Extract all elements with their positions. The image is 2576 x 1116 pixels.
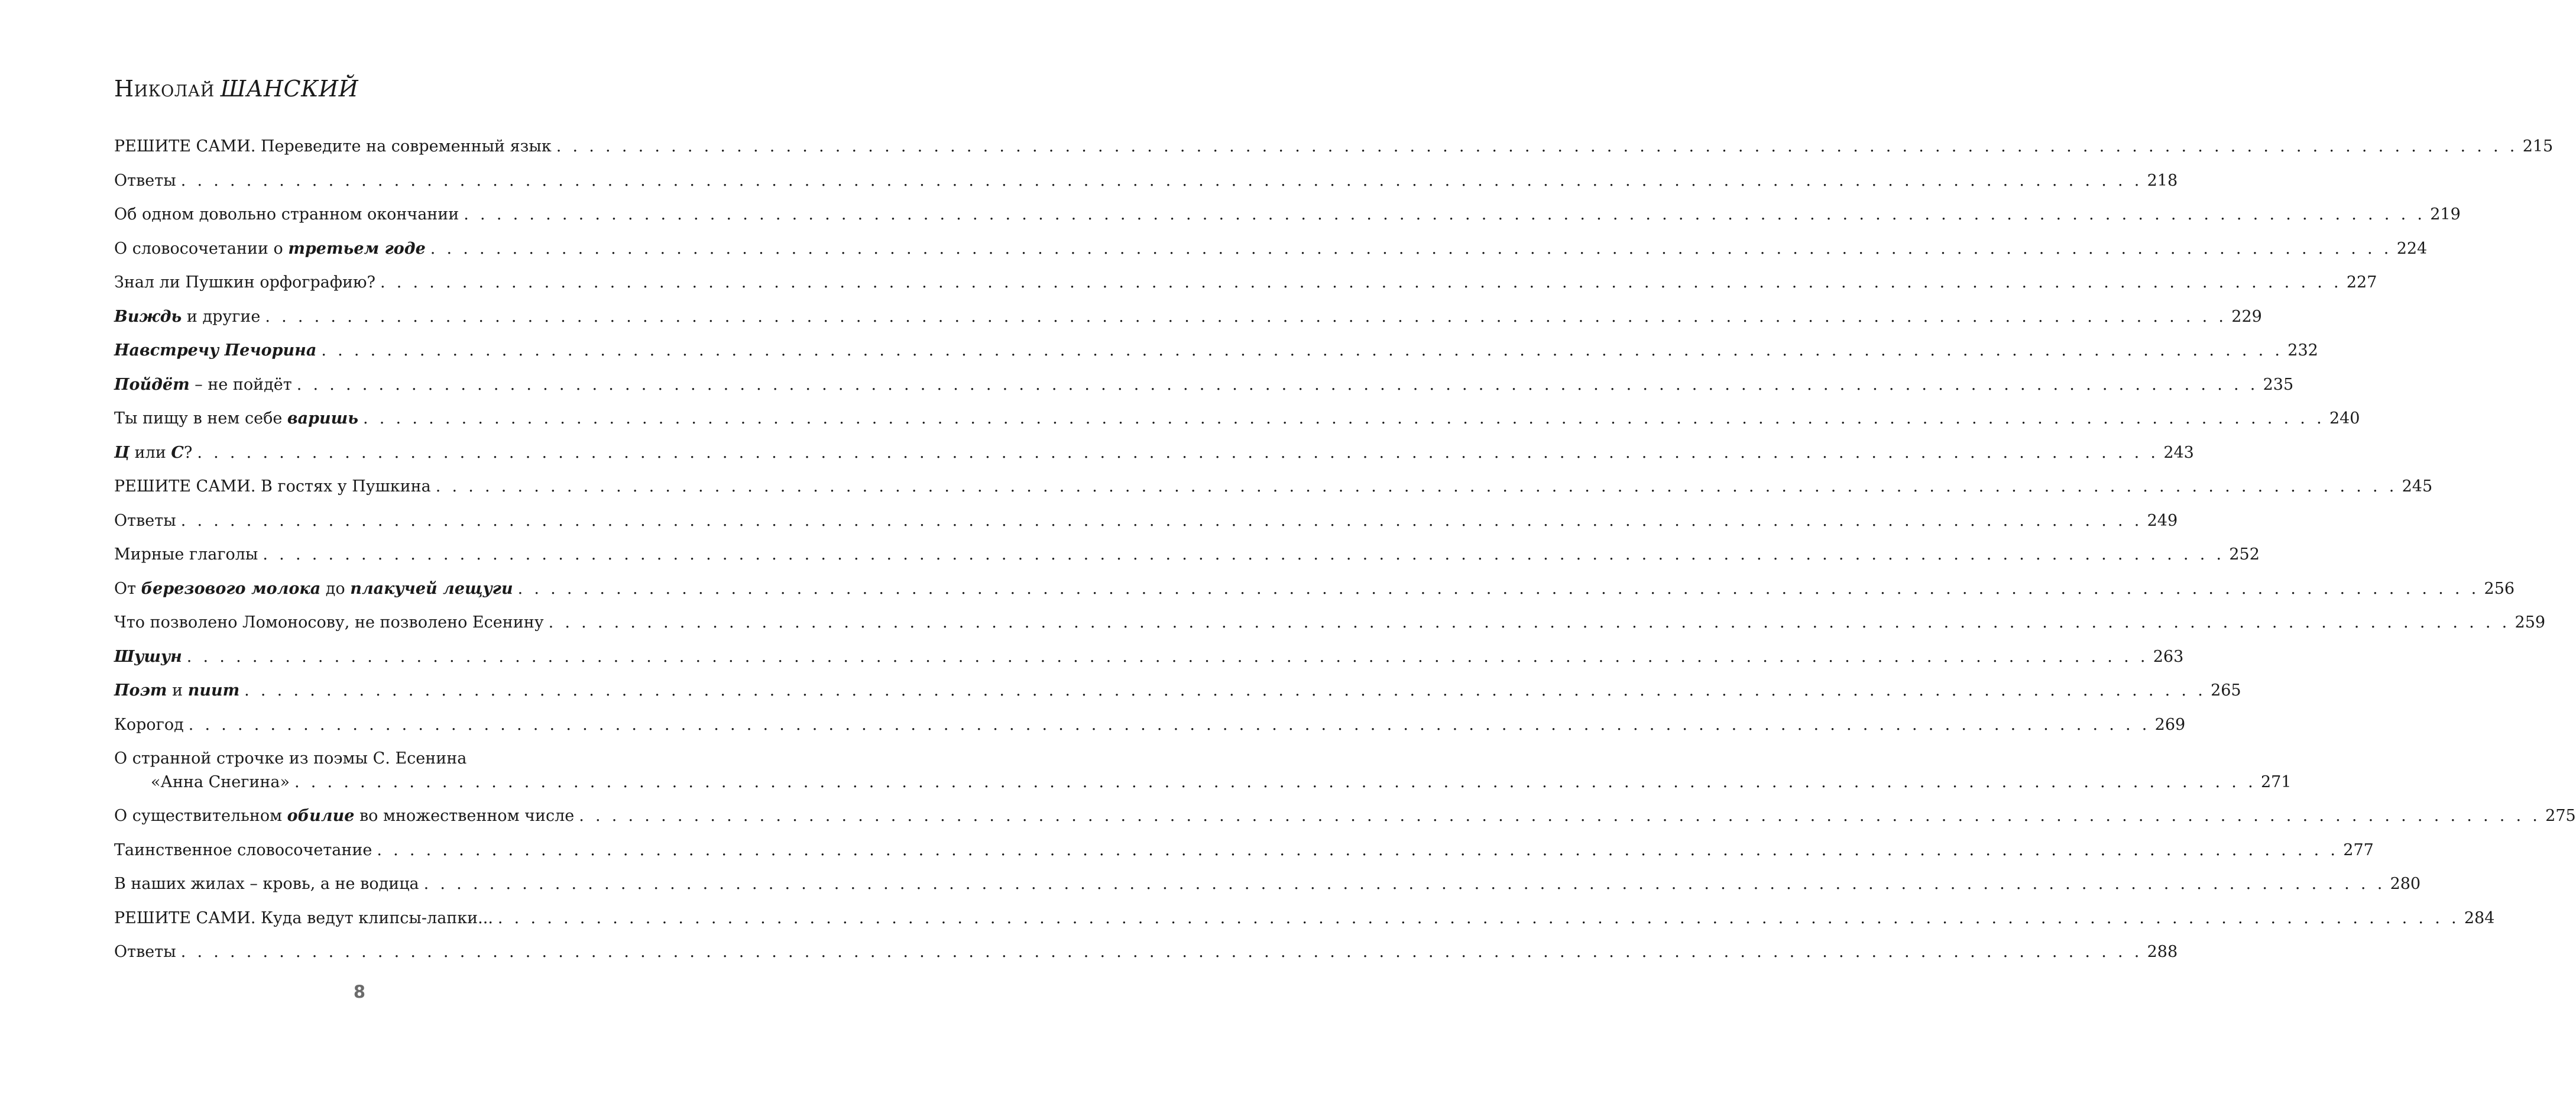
page-number: 8 (353, 982, 366, 1002)
emphasized-term: С (171, 443, 184, 462)
toc-entry-title (114, 237, 426, 261)
dot-leader: . . . . . . . . . . . . . . . . . . . . . . . . . . . . . . . . . . . . . . . . . . . . . . . . . . . . . . . . . . . . . . . . . . . . . . . . . . . . . . . . . . . . . . . . . . . . . . . . . . . . . . . . . . . . . . . . . . . . . . . . (464, 205, 2426, 224)
toc-page-number: 218 (2147, 171, 2178, 190)
toc-entry[interactable] (114, 305, 2262, 339)
toc-entry[interactable] (114, 747, 2292, 804)
title-text: Таинственное словосочетание (114, 840, 372, 859)
emphasized-term: обилие (287, 807, 355, 825)
toc-entry[interactable] (114, 135, 2554, 169)
toc-page-number: 280 (2390, 875, 2421, 893)
toc-entry-title (114, 135, 552, 158)
toc-page-number: 265 (2211, 681, 2241, 700)
toc-entry-title-continued (151, 771, 290, 794)
emphasized-term: Шушун (114, 647, 182, 666)
toc-page-number: 240 (2329, 409, 2360, 428)
toc-page-number: 259 (2515, 613, 2546, 632)
toc-entry-title (114, 373, 292, 397)
title-text: Ответы (114, 943, 176, 961)
title-text: и другие (182, 307, 261, 326)
dot-leader: . . . . . . . . . . . . . . . . . . . . . . . . . . . . . . . . . . . . . . . . . . . . . . . . . . . . . . . . . . . . . . . . . . . . . . . . . . . . . . . . . . . . . . . . . . . . . . . . . . . . . . . . . . . . . . . . . . . . . . . . (380, 273, 2342, 292)
toc-page-number: 256 (2484, 579, 2515, 598)
toc-page-number: 252 (2229, 545, 2260, 564)
toc-page-number: 235 (2263, 375, 2294, 394)
toc-entry[interactable] (114, 645, 2184, 680)
toc-entry[interactable] (114, 611, 2546, 645)
dot-leader: . . . . . . . . . . . . . . . . . . . . . . . . . . . . . . . . . . . . . . . . . . . . . . . . . . . . . . . . . . . . . . . . . . . . . . . . . . . . . . . . . . . . . . . . . . . . . . . . . . . . . . . . . . . . . . . . . . . . . . . . (197, 443, 2159, 462)
toc-page-number: 215 (2522, 137, 2554, 156)
toc-entry[interactable] (114, 543, 2260, 577)
toc-entry[interactable] (114, 509, 2178, 544)
dot-leader: . . . . . . . . . . . . . . . . . . . . . . . . . . . . . . . . . . . . . . . . . . . . . . . . . . . . . . . . . . . . . . . . . . . . . . . . . . . . . . . . . . . . . . . . . . . . . . . . . . . . . . . . . . . . . . . . . . . . . . . . (180, 943, 2143, 961)
title-text: и (167, 681, 188, 700)
toc-page-number: 229 (2231, 307, 2262, 326)
toc-entry-title (114, 441, 192, 465)
toc-entry[interactable] (114, 940, 2178, 975)
toc-entry[interactable] (114, 839, 2374, 873)
toc-entry-title (114, 611, 544, 635)
dot-leader: . . . . . . . . . . . . . . . . . . . . . . . . . . . . . . . . . . . . . . . . . . . . . . . . . . . . . . . . . . . . . . . . . . . . . . . . . . . . . . . . . . . . . . . . . . . . . . . . . . . . . . . . . . . . . . . . . . . . . . . . (430, 239, 2392, 258)
title-text: В наших жилах – кровь, а не водица (114, 875, 419, 893)
title-text: РЕШИТЕ САМИ. Переведите на современный язык (114, 137, 552, 156)
toc-entry[interactable] (114, 339, 2318, 373)
title-text: Об одном довольно странном окончании (114, 205, 459, 224)
author-first-name: Николай (114, 76, 215, 102)
title-text: РЕШИТЕ САМИ. В гостях у Пушкина (114, 477, 431, 496)
title-text: О существительном (114, 807, 287, 825)
toc-entry[interactable] (114, 872, 2421, 907)
emphasized-term: Навстречу Печорина (114, 341, 317, 360)
title-text: РЕШИТЕ САМИ. Куда ведут клипсы-лапки... (114, 908, 493, 927)
dot-leader: . . . . . . . . . . . . . . . . . . . . . . . . . . . . . . . . . . . . . . . . . . . . . . . . . . . . . . . . . . . . . . . . . . . . . . . . . . . . . . . . . . . . . . . . . . . . . . . . . . . . . . . . . . . . . . . . . . . . . . . . (579, 807, 2541, 825)
dot-leader: . . . . . . . . . . . . . . . . . . . . . . . . . . . . . . . . . . . . . . . . . . . . . . . . . . . . . . . . . . . . . . . . . . . . . . . . . . . . . . . . . . . . . . . . . . . . . . . . . . . . . . . . . . . . . . . . . . . . . . . . (186, 647, 2149, 666)
toc-page-number: 284 (2464, 908, 2495, 927)
dot-leader: . . . . . . . . . . . . . . . . . . . . . . . . . . . . . . . . . . . . . . . . . . . . . . . . . . . . . . . . . . . . . . . . . . . . . . . . . . . . . . . . . . . . . . . . . . . . . . . . . . . . . . . . . . . . . . . . . . . . . . . . (188, 715, 2150, 734)
title-text: «Анна Снегина» (151, 773, 290, 791)
toc-page-number: 277 (2343, 840, 2374, 859)
toc-entry[interactable] (114, 475, 2433, 509)
toc-page-number: 227 (2346, 273, 2377, 292)
toc-entry-title (114, 475, 431, 499)
title-text: Знал ли Пушкин орфографию? (114, 273, 375, 292)
emphasized-term: Виждь (114, 307, 182, 326)
toc-entry[interactable] (114, 237, 2428, 271)
emphasized-term: Пойдёт (114, 375, 190, 394)
toc-entry-title (114, 907, 493, 930)
title-text: О странной строчке из поэмы С. Есенина (114, 749, 467, 768)
dot-leader: . . . . . . . . . . . . . . . . . . . . . . . . . . . . . . . . . . . . . . . . . . . . . . . . . . . . . . . . . . . . . . . . . . . . . . . . . . . . . . . . . . . . . . . . . . . . . . . . . . . . . . . . . . . . . . . . . . . . . . . . (294, 773, 2256, 791)
toc-entry-title (114, 407, 358, 431)
toc-entry-title (114, 509, 176, 533)
emphasized-term: варишь (287, 409, 359, 428)
title-text: во множественном числе (354, 807, 575, 825)
toc-page-number: 271 (2260, 773, 2292, 791)
dot-leader: . . . . . . . . . . . . . . . . . . . . . . . . . . . . . . . . . . . . . . . . . . . . . . . . . . . . . . . . . . . . . . . . . . . . . . . . . . . . . . . . . . . . . . . . . . . . . . . . . . . . . . . . . . . . . . . . . . . . . . . . (363, 409, 2325, 428)
toc-entry[interactable] (114, 169, 2178, 203)
dot-leader: . . . . . . . . . . . . . . . . . . . . . . . . . . . . . . . . . . . . . . . . . . . . . . . . . . . . . . . . . . . . . . . . . . . . . . . . . . . . . . . . . . . . . . . . . . . . . . . . . . . . . . . . . . . . . . . . . . . . . . . . (265, 307, 2227, 326)
toc-entry-title (114, 747, 621, 771)
title-text: От (114, 579, 141, 598)
toc-entry-title (114, 577, 513, 601)
author-last-name: ШАНСКИЙ (220, 76, 359, 102)
toc-entry-title (114, 804, 574, 828)
toc-page-number: 219 (2430, 205, 2461, 224)
toc-entry-title (114, 339, 316, 363)
toc-entry[interactable] (114, 577, 2515, 612)
toc-page-number: 232 (2287, 341, 2318, 360)
dot-leader: . . . . . . . . . . . . . . . . . . . . . . . . . . . . . . . . . . . . . . . . . . . . . . . . . . . . . . . . . . . . . . . . . . . . . . . . . . . . . . . . . . . . . . . . . . . . . . . . . . . . . . . . . . . . . . . . . . . . . . . . (497, 908, 2460, 927)
toc-page-number: 275 (2545, 807, 2576, 825)
title-text: О словосочетании о (114, 239, 289, 258)
toc-entry-title (114, 271, 375, 295)
toc-entry[interactable] (114, 407, 2360, 441)
title-text: или (129, 443, 171, 462)
emphasized-term: березового молока (141, 579, 321, 598)
toc-entry-title (114, 169, 176, 193)
toc-entry-title (114, 645, 182, 669)
toc-entry-title (114, 203, 459, 227)
running-header (114, 76, 358, 102)
toc-entry-title (114, 679, 239, 703)
toc-entry[interactable] (114, 679, 2241, 713)
title-text: ? (183, 443, 193, 462)
toc-page-number: 249 (2147, 511, 2178, 530)
toc-page-number: 288 (2147, 943, 2178, 961)
dot-leader: . . . . . . . . . . . . . . . . . . . . . . . . . . . . . . . . . . . . . . . . . . . . . . . . . . . . . . . . . . . . . . . . . . . . . . . . . . . . . . . . . . . . . . . . . . . . . . . . . . . . . . . . . . . . . . . . . . . . . . . . (180, 511, 2143, 530)
toc-entry[interactable] (114, 271, 2377, 305)
toc-entry[interactable] (114, 373, 2294, 407)
dot-leader: . . . . . . . . . . . . . . . . . . . . . . . . . . . . . . . . . . . . . . . . . . . . . . . . . . . . . . . . . . . . . . . . . . . . . . . . . . . . . . . . . . . . . . . . . . . . . . . . . . . . . . . . . . . . . . . . . . . . . . . . (556, 137, 2518, 156)
emphasized-term: Ц (114, 443, 130, 462)
dot-leader: . . . . . . . . . . . . . . . . . . . . . . . . . . . . . . . . . . . . . . . . . . . . . . . . . . . . . . . . . . . . . . . . . . . . . . . . . . . . . . . . . . . . . . . . . . . . . . . . . . . . . . . . . . . . . . . . . . . . . . . . (296, 375, 2259, 394)
title-text: Корогод (114, 715, 184, 734)
toc-page-number: 263 (2153, 647, 2184, 666)
title-text: Ответы (114, 171, 176, 190)
toc-entry-title (114, 872, 419, 896)
toc-entry[interactable] (114, 441, 2194, 475)
title-text: – не пойдёт (189, 375, 292, 394)
title-text: Ты пищу в нем себе (114, 409, 287, 428)
toc-page-number: 243 (2163, 443, 2194, 462)
title-text: до (320, 579, 351, 598)
toc-entry-title (114, 543, 258, 567)
toc-entry-title (114, 713, 184, 737)
dot-leader: . . . . . . . . . . . . . . . . . . . . . . . . . . . . . . . . . . . . . . . . . . . . . . . . . . . . . . . . . . . . . . . . . . . . . . . . . . . . . . . . . . . . . . . . . . . . . . . . . . . . . . . . . . . . . . . . . . . . . . . . (423, 875, 2386, 893)
dot-leader: . . . . . . . . . . . . . . . . . . . . . . . . . . . . . . . . . . . . . . . . . . . . . . . . . . . . . . . . . . . . . . . . . . . . . . . . . . . . . . . . . . . . . . . . . . . . . . . . . . . . . . . . . . . . . . . . . . . . . . . . (244, 681, 2206, 700)
toc-entry[interactable] (114, 804, 2576, 839)
toc-entry-title (114, 305, 260, 329)
toc-entry[interactable] (114, 713, 2186, 748)
toc-entry[interactable] (114, 203, 2461, 237)
dot-leader: . . . . . . . . . . . . . . . . . . . . . . . . . . . . . . . . . . . . . . . . . . . . . . . . . . . . . . . . . . . . . . . . . . . . . . . . . . . . . . . . . . . . . . . . . . . . . . . . . . . . . . . . . . . . . . . . . . . . . . . . (180, 171, 2143, 190)
toc-page-number: 245 (2402, 477, 2433, 496)
dot-leader: . . . . . . . . . . . . . . . . . . . . . . . . . . . . . . . . . . . . . . . . . . . . . . . . . . . . . . . . . . . . . . . . . . . . . . . . . . . . . . . . . . . . . . . . . . . . . . . . . . . . . . . . . . . . . . . . . . . . . . . . (517, 579, 2480, 598)
toc-page-number: 224 (2396, 239, 2428, 258)
table-of-contents (114, 135, 2576, 975)
title-text: Мирные глаголы (114, 545, 258, 564)
dot-leader: . . . . . . . . . . . . . . . . . . . . . . . . . . . . . . . . . . . . . . . . . . . . . . . . . . . . . . . . . . . . . . . . . . . . . . . . . . . . . . . . . . . . . . . . . . . . . . . . . . . . . . . . . . . . . . . . . . . . . . . . (263, 545, 2225, 564)
emphasized-term: пиит (187, 681, 240, 700)
toc-page-number: 269 (2154, 715, 2186, 734)
emphasized-term: Поэт (114, 681, 167, 700)
dot-leader: . . . . . . . . . . . . . . . . . . . . . . . . . . . . . . . . . . . . . . . . . . . . . . . . . . . . . . . . . . . . . . . . . . . . . . . . . . . . . . . . . . . . . . . . . . . . . . . . . . . . . . . . . . . . . . . . . . . . . . . . (321, 341, 2283, 360)
emphasized-term: третьем годе (288, 239, 426, 258)
dot-leader: . . . . . . . . . . . . . . . . . . . . . . . . . . . . . . . . . . . . . . . . . . . . . . . . . . . . . . . . . . . . . . . . . . . . . . . . . . . . . . . . . . . . . . . . . . . . . . . . . . . . . . . . . . . . . . . . . . . . . . . . (435, 477, 2397, 496)
toc-entry-title (114, 940, 176, 964)
title-text: Что позволено Ломоносову, не позволено Есенину (114, 613, 544, 632)
dot-leader: . . . . . . . . . . . . . . . . . . . . . . . . . . . . . . . . . . . . . . . . . . . . . . . . . . . . . . . . . . . . . . . . . . . . . . . . . . . . . . . . . . . . . . . . . . . . . . . . . . . . . . . . . . . . . . . . . . . . . . . . (548, 613, 2510, 632)
emphasized-term: плакучей лещуги (350, 579, 513, 598)
title-text: Ответы (114, 511, 176, 530)
toc-entry-title (114, 839, 372, 862)
dot-leader: . . . . . . . . . . . . . . . . . . . . . . . . . . . . . . . . . . . . . . . . . . . . . . . . . . . . . . . . . . . . . . . . . . . . . . . . . . . . . . . . . . . . . . . . . . . . . . . . . . . . . . . . . . . . . . . . . . . . . . . . (377, 840, 2339, 859)
toc-entry[interactable] (114, 907, 2495, 941)
